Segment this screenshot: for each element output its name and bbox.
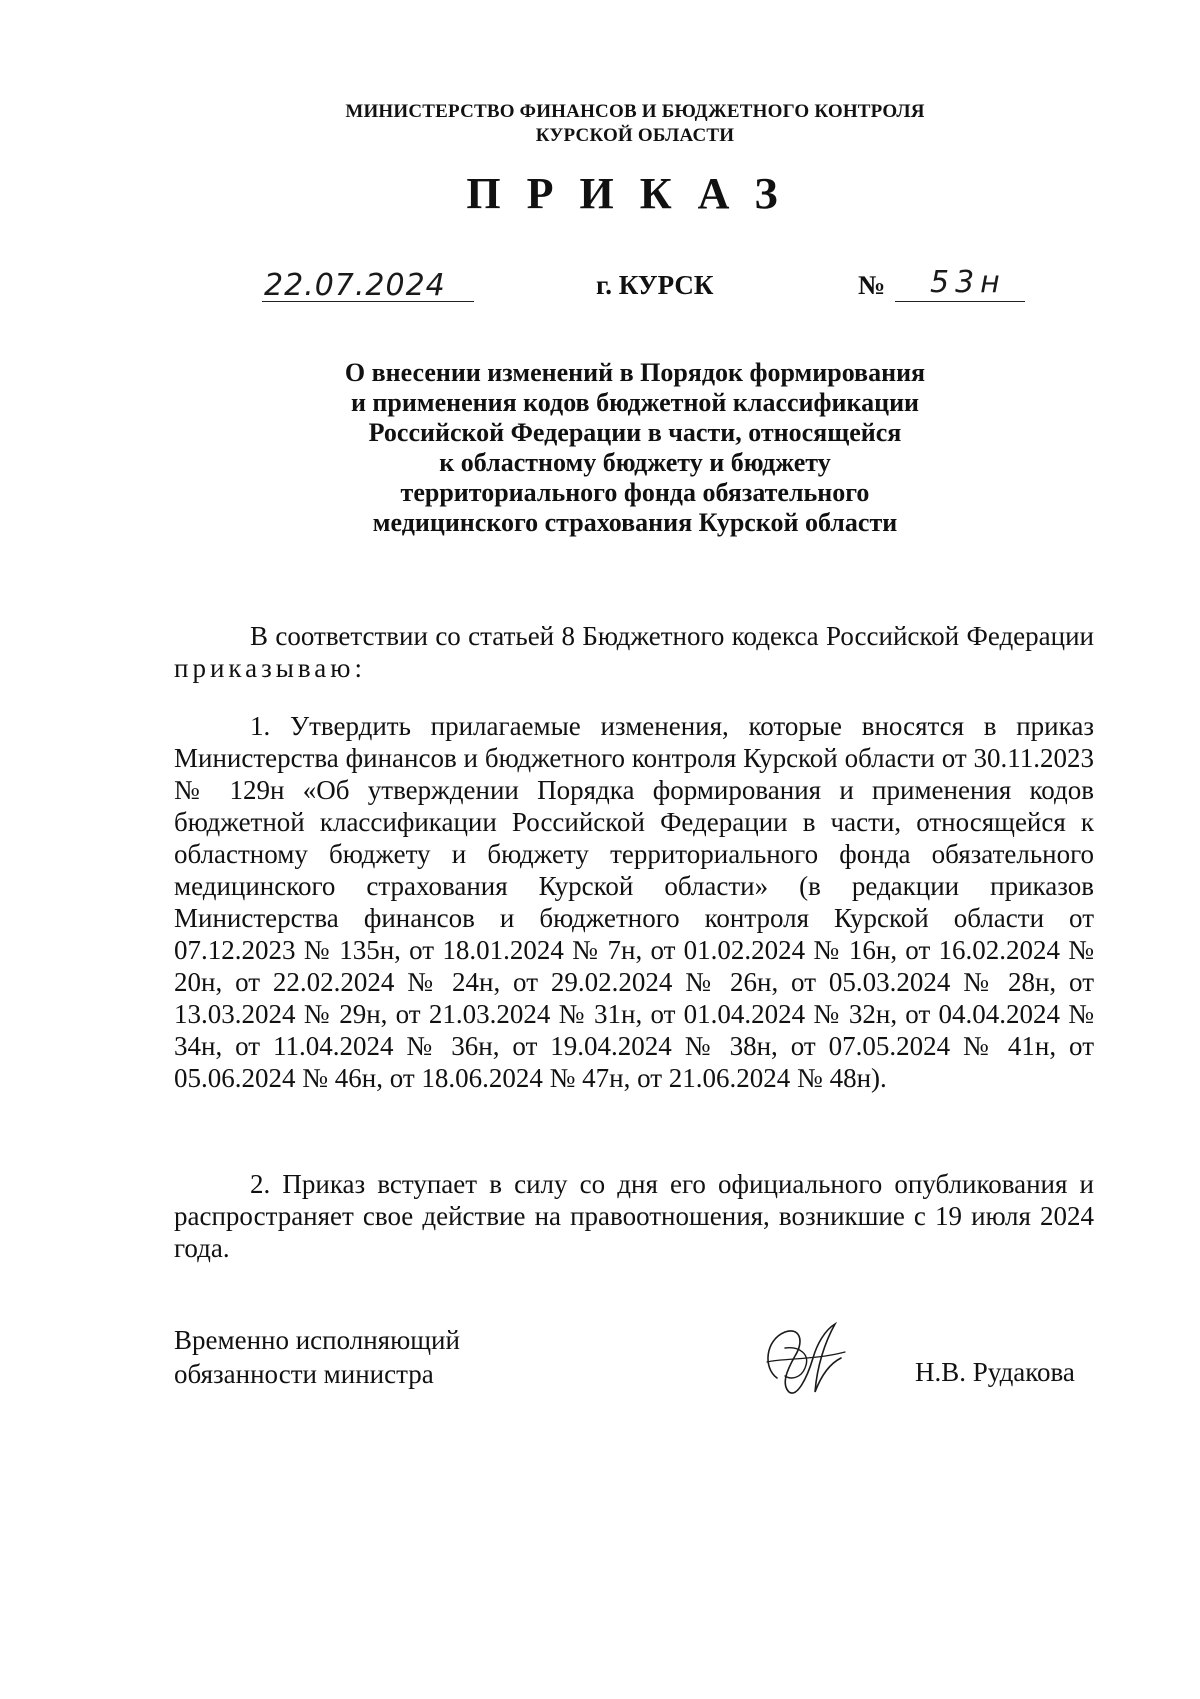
paragraph-item-2 — [174, 1168, 1094, 1264]
ministry-name-line-1: МИНИСТЕРСТВО ФИНАНСОВ И БЮДЖЕТНОГО КОНТРОЛЯ — [345, 101, 925, 122]
paragraph-item-1 — [174, 710, 1094, 1094]
subject-line: территориального фонда обязательного — [400, 478, 870, 507]
subject-line: к областному бюджету и бюджету — [439, 448, 831, 477]
item-2-text: 2. Приказ вступает в силу со дня его официального опубликования и распространяет свое действие на правоотношения, возникшие с 19 июля 2024 года. — [174, 1169, 1094, 1263]
number-underline — [895, 301, 1025, 302]
ministry-name-line-2: КУРСКОЙ ОБЛАСТИ — [535, 125, 735, 146]
document-meta-row — [0, 262, 1200, 312]
svg-text:53н: 53н — [930, 265, 1006, 300]
handwritten-date — [262, 262, 487, 304]
city-label: г. КУРСК — [596, 270, 714, 300]
subject-line: Российской Федерации в части, относящейся — [368, 418, 902, 447]
signatory-title-line-1: Временно исполняющий — [174, 1325, 460, 1355]
intro-text: В соответствии со статьей 8 Бюджетного кодекса Российской Федерации — [250, 621, 1094, 651]
subject-line: О внесении изменений в Порядок формирования — [344, 358, 926, 387]
document-type-title: ПРИКАЗ — [466, 169, 804, 218]
subject-line: и применения кодов бюджетной классификации — [350, 388, 920, 417]
handwritten-number — [900, 262, 1020, 304]
signatory-title — [174, 1323, 460, 1391]
intro-paragraph — [174, 620, 1094, 684]
signatory-title-line-2: обязанности министра — [174, 1359, 434, 1389]
number-sign: № — [858, 270, 886, 300]
document-subject — [250, 358, 1020, 538]
date-underline — [262, 301, 474, 302]
order-word: приказываю: — [174, 653, 366, 683]
ministry-header — [0, 100, 1200, 148]
subject-line: медицинского страхования Курской области — [372, 508, 898, 537]
handwritten-signature — [755, 1318, 855, 1404]
item-1-text: 1. Утвердить прилагаемые изменения, которые вносятся в приказ Министерства финансов и бюджетного контроля Курской области от 30.11.2023 № 129н «Об утверждении Порядка формирования и применения кодов бюджетной классификации Российской Федерации в части, относящейся к областному бюджету и бюджету территориального фонда обязательного медицинского страхования Курской области» (в редакции приказов Министерства финансов и бюджетного контроля Курской области от 07.12.2023 № 135н, от 18.01.2024 № 7н, от 01.02.2024 № 16н, от 16.02.2024 № 20н, от 22.02.2024 № 24н, от 29.02.2024 № 26н, от 05.03.2024 № 28н, от 13.03.2024 № 29н, от 21.03.2024 № 31н, от 01.04.2024 № 32н, от 04.04.2024 № 34н, от 11.04.2024 № 36н, от 19.04.2024 № 38н, от 07.05.2024 № 41н, от 05.06.2024 № 46н, от 18.06.2024 № 47н, от 21.06.2024 № 48н). — [174, 711, 1094, 1093]
signatory-name: Н.В. Рудакова — [915, 1357, 1075, 1387]
svg-text:22.07.2024: 22.07.2024 — [264, 268, 446, 303]
